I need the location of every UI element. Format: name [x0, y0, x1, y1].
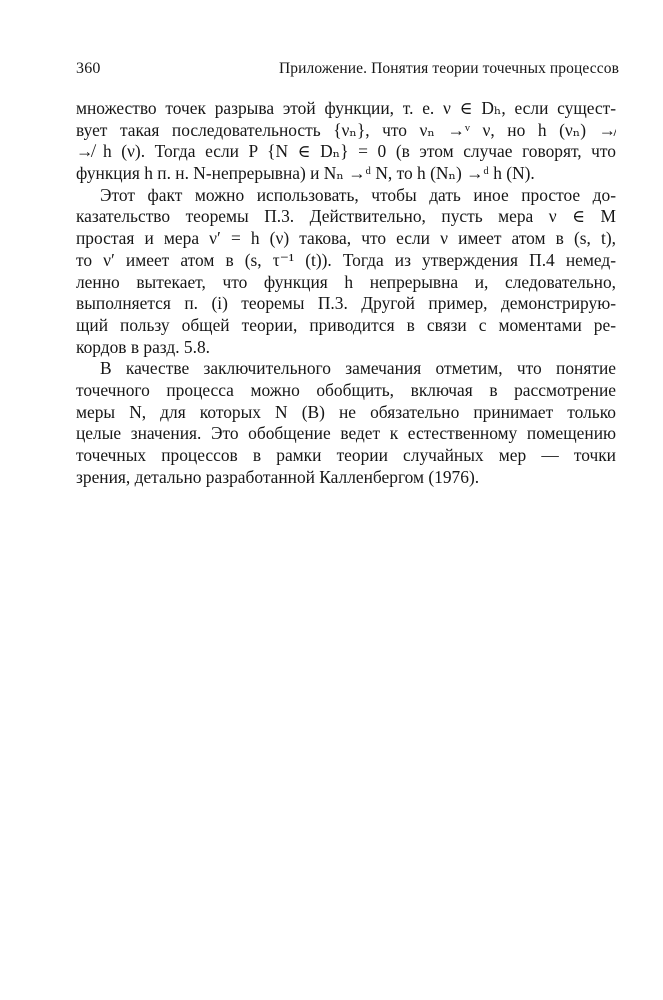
text-line: простая и мера ν′ = h (ν) такова, что если ν имеет атом в (s, t), — [76, 228, 616, 249]
text-line: целые значения. Это обобщение ведет к естественному помещению — [76, 423, 616, 444]
text-line: кордов в разд. 5.8. — [76, 336, 210, 357]
text-line: ленно вытекает, что функция h непрерывна и, следовательно, — [76, 271, 616, 292]
running-head: Приложение. Понятия теории точечных процессов — [278, 60, 619, 77]
text-line: казательство теоремы П.3. Действительно, пусть мера ν ∈ M — [76, 206, 616, 227]
text-line: функция h п. н. N-непрерывна) и Nₙ →ᵈ N, то h (Nₙ) →ᵈ h (N). — [76, 163, 535, 184]
text-line: точечного процесса можно обобщить, включая в рассмотрение — [76, 379, 616, 400]
text-line: то ν′ имеет атом в (s, τ⁻¹ (t)). Тогда из утверждения П.4 немед- — [76, 249, 616, 270]
text-line: множество точек разрыва этой функции, т. е. ν ∈ Dₕ, если сущест- — [76, 98, 616, 118]
text-line: вует такая последовательность {νₙ}, что νₙ →ᵛ ν, но h (νₙ) ↛ — [76, 119, 616, 140]
paragraph — [76, 358, 616, 488]
body-text — [76, 98, 616, 488]
paragraph-continued — [76, 98, 616, 185]
text-line: ↛ h (ν). Тогда если P {N ∈ Dₙ} = 0 (в этом случае говорят, что — [76, 141, 616, 162]
paragraph — [76, 185, 616, 359]
text-line: точечных процессов в рамки теории случайных мер — точки — [76, 445, 616, 465]
text-line: меры N, для которых N (B) не обязательно принимает только — [76, 401, 616, 422]
text-line: Этот факт можно использовать, чтобы дать иное простое до- — [100, 184, 616, 205]
text-line: выполняется п. (i) теоремы П.3. Другой пример, демонстрирую- — [76, 293, 616, 314]
text-line: щий пользу общей теории, приводится в связи с моментами ре- — [76, 314, 616, 335]
text-line: зрения, детально разработанной Калленбергом (1976). — [76, 466, 480, 487]
text-line: В качестве заключительного замечания отметим, что понятие — [100, 358, 616, 379]
page-number: 360 — [76, 60, 101, 77]
